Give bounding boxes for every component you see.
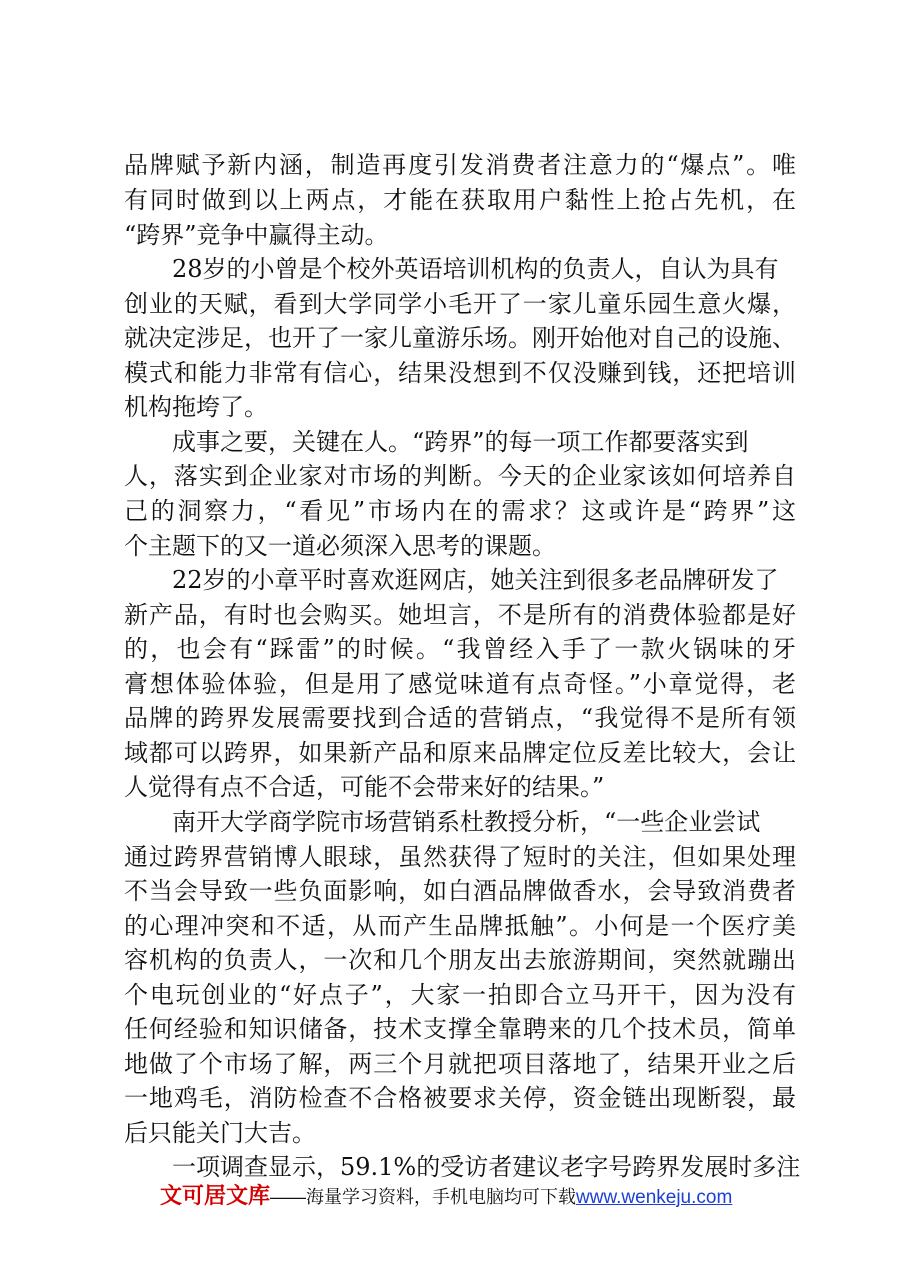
text-line: 人觉得有点不合适，可能不会带来好的结果。” — [124, 773, 605, 801]
text-line: 品牌的跨界发展需要找到合适的营销点，“我觉得不是所有领 — [124, 704, 796, 732]
paragraph-start-line: 22岁的小章平时喜欢逛网店，她关注到很多老品牌研发了 — [172, 566, 779, 594]
paragraph-start-line: 一项调查显示，59.1%的受访者建议老字号跨界发展时多注 — [172, 1153, 801, 1181]
text-line: 模式和能力非常有信心，结果没想到不仅没赚到钱，还把培训 — [124, 359, 796, 387]
footer-banner — [160, 1181, 732, 1211]
paragraph-start-line: 28岁的小曾是个校外英语培训机构的负责人，自认为具有 — [172, 255, 779, 283]
text-line: 的心理冲突和不适，从而产生品牌抵触”。小何是一个医疗美 — [124, 912, 796, 940]
text-line: 域都可以跨界，如果新产品和原来品牌定位反差比较大，会让 — [124, 739, 796, 767]
text-line: 品牌赋予新内涵，制造再度引发消费者注意力的“爆点”。唯 — [124, 151, 796, 179]
text-line: 人，落实到企业家对市场的判断。今天的企业家该如何培养自 — [124, 462, 796, 490]
text-line: 任何经验和知识储备，技术支撑全靠聘来的几个技术员，简单 — [124, 1015, 796, 1043]
text-line: 机构拖垮了。 — [124, 393, 268, 421]
text-line: 有同时做到以上两点，才能在获取用户黏性上抢占先机，在 — [124, 186, 796, 214]
text-line: 一地鸡毛，消防检查不合格被要求关停，资金链出现断裂，最 — [124, 1084, 796, 1112]
text-line: 个主题下的又一道必须深入思考的课题。 — [124, 532, 556, 560]
footer-brand: 文可居文库 — [160, 1183, 271, 1208]
text-line: 个电玩创业的“好点子”，大家一拍即合立马开干，因为没有 — [124, 981, 796, 1009]
text-line: 己的洞察力，“看见”市场内在的需求？这或许是“跨界”这 — [124, 497, 796, 525]
footer-slogan: ——海量学习资料，手机电脑均可下载 — [270, 1187, 577, 1207]
text-line: 的，也会有“踩雷”的时候。“我曾经入手了一款火锅味的牙 — [124, 635, 796, 663]
text-line: 创业的天赋，看到大学同学小毛开了一家儿童乐园生意火爆， — [124, 290, 796, 318]
text-line: 新产品，有时也会购买。她坦言，不是所有的消费体验都是好 — [124, 601, 796, 629]
text-line: 后只能关门大吉。 — [124, 1119, 316, 1147]
text-line: 不当会导致一些负面影响，如白酒品牌做香水，会导致消费者 — [124, 877, 796, 905]
text-line: 容机构的负责人，一次和几个朋友出去旅游期间，突然就蹦出 — [124, 946, 796, 974]
paragraph-start-line: 南开大学商学院市场营销系杜教授分析，“一些企业尝试 — [172, 808, 761, 836]
text-line: 就决定涉足，也开了一家儿童游乐场。刚开始他对自己的设施、 — [124, 324, 796, 352]
text-line: 地做了个市场了解，两三个月就把项目落地了，结果开业之后 — [124, 1050, 796, 1078]
paragraph-start-line: 成事之要，关键在人。“跨界”的每一项工作都要落实到 — [172, 428, 749, 456]
text-line: 膏想体验体验，但是用了感觉味道有点奇怪。”小章觉得，老 — [124, 670, 796, 698]
footer-url-link[interactable]: www.wenkeju.com — [576, 1187, 733, 1208]
text-line: “跨界”竞争中赢得主动。 — [124, 221, 389, 249]
text-line: 通过跨界营销博人眼球，虽然获得了短时的关注，但如果处理 — [124, 843, 796, 871]
